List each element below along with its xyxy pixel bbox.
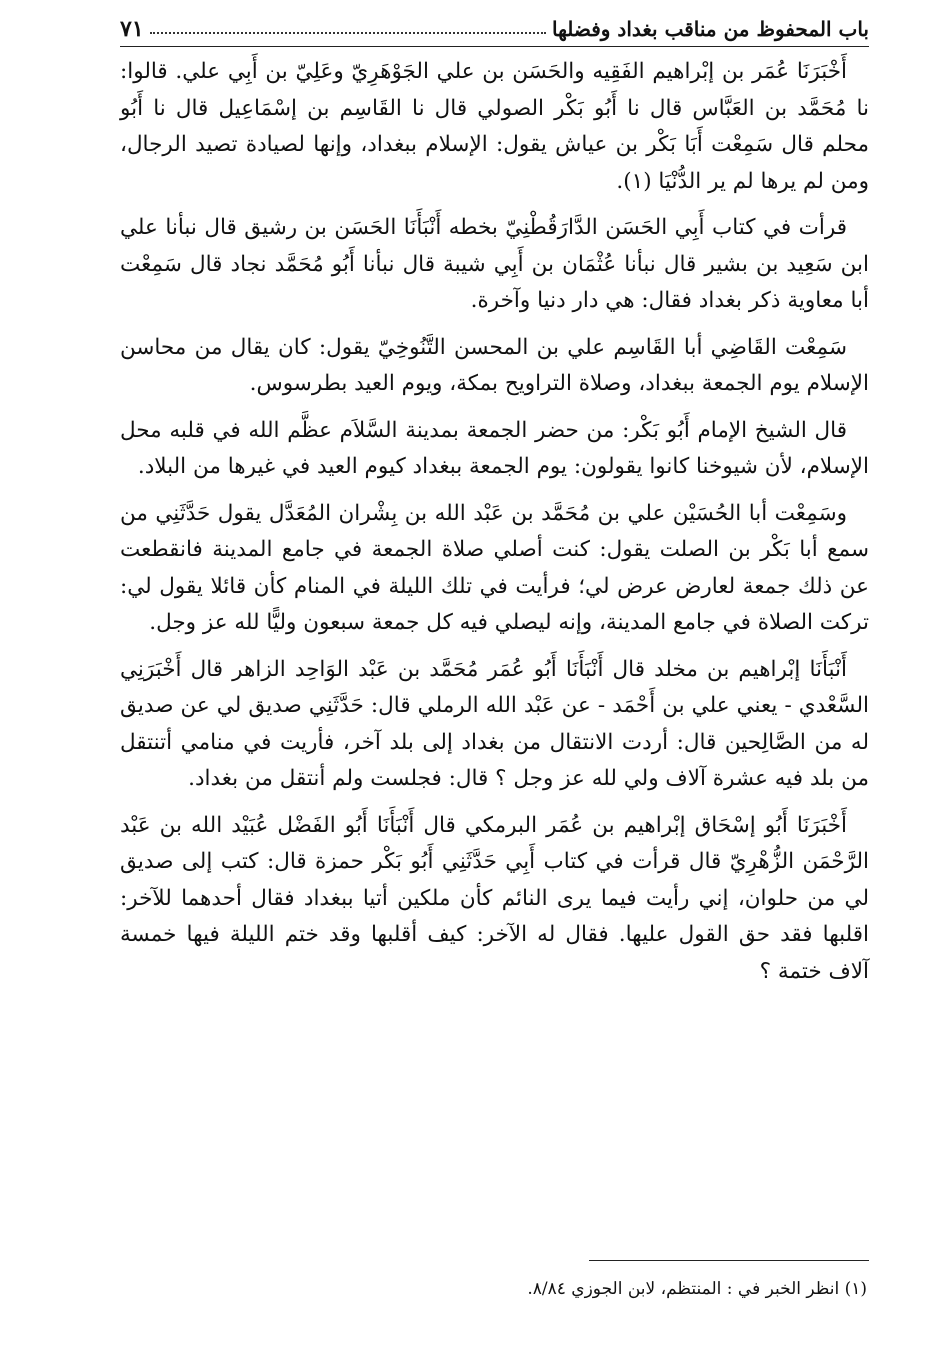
page-number: ٧١ xyxy=(120,16,144,42)
footnote: (١) انظر الخبر في : المنتظم، لابن الجوزي ٨/٨٤. xyxy=(527,1279,867,1299)
paragraph: أَنْبَأَنَا إبْراهيم بن مخلد قال أَنْبَأَنَا أَبُو عُمَر مُحَمَّد بن عَبْد الوَاحِد الزاهر قال أَخْبَرَنِي السَّعْدي - يعني علي بن أَحْمَد - عن عَبْد الله الرملي قال: حَدَّثَنِي صديق لي عن صديق له من الصَّالِحين قال: أردت الانتقال من بغداد إلى بلد آخر، فأريت في منامي أتنتقل من بلد فيه عشرة آلاف ولي لله عز وجل ؟ قال: فجلست ولم أنتقل من بغداد. xyxy=(120,656,869,791)
header-dot-leader xyxy=(150,32,546,34)
paragraph: أَخْبَرَنَا عُمَر بن إبْراهيم الفَقِيه والحَسَن بن علي الجَوْهَرِيّ وعَلِيّ بن أَبِي علي. قالوا: نا مُحَمَّد بن العَبَّاس قال نا أَبُو بَكْر الصولي قال نا القَاسِم بن إسْمَاعِيل قال نا أَبُو محلم قال سَمِعْت أَبَا بَكْر بن عياش يقول: الإسلام ببغداد، وإنها لصيادة تصيد الرجال، ومن لم يرها لم ير الدُّنْيَا (١). xyxy=(120,59,869,194)
paragraph: سَمِعْت القَاضِي أبا القَاسِم علي بن المحسن التَّنُوخِيّ يقول: كان يقال من محاسن الإسلام يوم الجمعة ببغداد، وصلاة التراويح بمكة، ويوم العيد بطرسوس. xyxy=(120,334,869,396)
footnote-divider xyxy=(589,1260,869,1261)
running-header xyxy=(120,12,869,47)
paragraph: وسَمِعْت أبا الحُسَيْن علي بن مُحَمَّد بن عَبْد الله بن بِشْران المُعَدَّل يقول حَدَّثَنِي من سمع أبا بَكْر بن الصلت يقول: كنت أصلي صلاة الجمعة في جامع المدينة فانقطعت عن ذلك جمعة لعارض عرض لي؛ فرأيت في تلك الليلة في المنام كأن قائلا يقول لي: تركت الصلاة في جامع المدينة، وإنه ليصلي فيه كل جمعة سبعون وليًّا لله عز وجل. xyxy=(120,500,869,635)
chapter-title: باب المحفوظ من مناقب بغداد وفضلها xyxy=(551,17,869,41)
paragraph: قرأت في كتاب أَبِي الحَسَن الدَّارَقُطْنِيّ بخطه أَنْبَأَنَا الحَسَن بن رشيق قال نبأنا علي ابن سَعِيد بن بشير قال نبأنا عُثْمَان بن أَبِي شيبة قال نبأنا أَبُو مُحَمَّد نجاد قال سَمِعْت أبا معاوية ذكر بغداد فقال: هي دار دنيا وآخرة. xyxy=(120,215,869,313)
paragraph: قال الشيخ الإمام أَبُو بَكْر: من حضر الجمعة بمدينة السَّلاَم عظَّم الله في قلبه محل الإسلام، لأن شيوخنا كانوا يقولون: يوم الجمعة ببغداد كيوم العيد في غيرها من البلاد. xyxy=(120,417,869,479)
main-text xyxy=(120,54,869,1000)
paragraph: أَخْبَرَنَا أَبُو إسْحَاق إبْراهيم بن عُمَر البرمكي قال أَنْبَأَنَا أَبُو الفَضْل عُبَيْد الله بن عَبْد الرَّحْمَن الزُّهْرِيّ قال قرأت في كتاب أَبِي حَدَّثَنِي أَبُو بَكْر حمزة قال: كتب إلى صديق لي من حلوان، إني رأيت فيما يرى النائم كأن ملكين أتيا ببغداد فقال أحدهما للآخر: اقلبها فقد حق القول عليها. فقال له الآخر: كيف أقلبها وقد ختم الليلة فيها خمسة آلاف ختمة ؟ xyxy=(120,812,869,984)
